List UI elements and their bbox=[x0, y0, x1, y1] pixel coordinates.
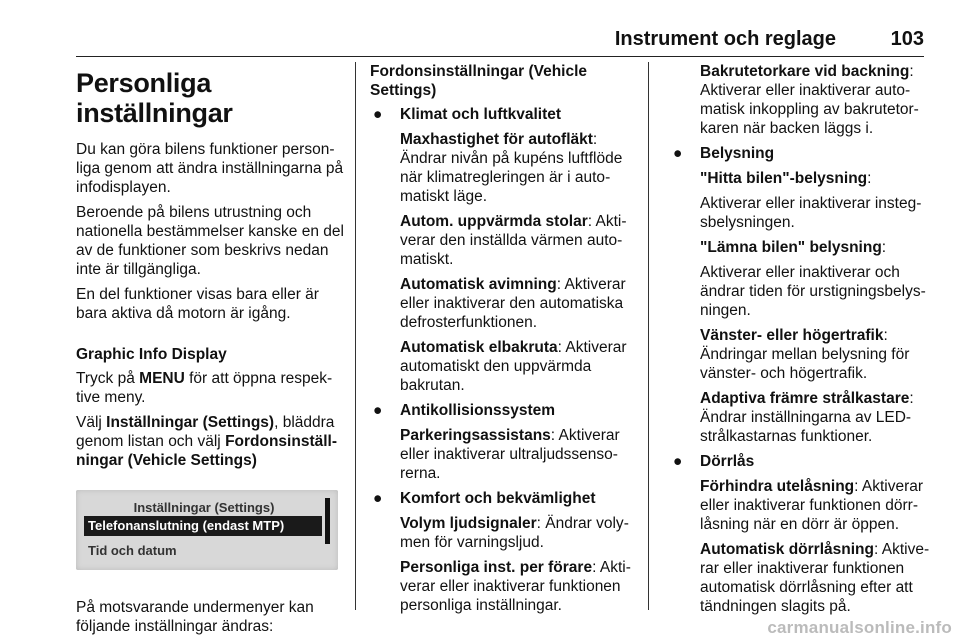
paragraph: Tryck på MENU för att öppna respektive meny. bbox=[76, 370, 333, 406]
bullet-item: ● Klimat och luftkvalitet bbox=[373, 106, 562, 123]
bullet-icon: ● bbox=[373, 402, 383, 419]
setting-item: Parkeringsassistans: Aktiverar eller inaktiverar ultraljudssensorerna. bbox=[400, 427, 620, 482]
bullet-icon: ● bbox=[673, 453, 683, 470]
display-screen bbox=[84, 498, 330, 562]
display-selected-row: Telefonanslutning (endast MTP) bbox=[84, 516, 322, 536]
setting-item: "Lämna bilen" belysning: bbox=[700, 239, 887, 256]
section-heading: Personliga inställningar bbox=[76, 68, 233, 128]
display-scrollbar bbox=[325, 498, 330, 544]
setting-item: Volym ljudsignaler: Ändrar volymen för varningsljud. bbox=[400, 515, 629, 551]
paragraph: En del funktioner visas bara eller är bara aktiva då motorn är igång. bbox=[76, 286, 319, 322]
setting-item: Vänster- eller högertrafik: Ändringar mellan belysning för vänster- och högertrafik. bbox=[700, 327, 910, 382]
bullet-icon: ● bbox=[673, 145, 683, 162]
bullet-item: ● Dörrlås bbox=[673, 453, 755, 470]
bullet-item: ● Komfort och bekvämlighet bbox=[373, 490, 596, 507]
setting-item: "Hitta bilen"-belysning: bbox=[700, 170, 872, 187]
header-title: Instrument och reglage bbox=[614, 28, 836, 50]
setting-item: Aktiverar eller inaktiverar och ändrar tiden för urstigningsbelysningen. bbox=[700, 264, 926, 319]
setting-item: Adaptiva främre strålkastare: Ändrar inställningarna av LED-strålkastarnas funktioner. bbox=[700, 390, 914, 445]
page-number: 103 bbox=[890, 28, 924, 50]
setting-item: Automatisk avimning: Aktiverar eller inaktiverar den automatiska defrosterfunktionen. bbox=[400, 276, 626, 331]
header-rule bbox=[76, 56, 924, 57]
setting-item: Automatisk elbakruta: Aktiverar automatiskt den uppvärmda bakrutan. bbox=[400, 339, 627, 394]
paragraph: Beroende på bilens utrustning och nationella bestämmelser kanske en del av de funktioner som beskrivs nedan inte är tillgängliga. bbox=[76, 204, 344, 278]
column-2 bbox=[370, 62, 634, 621]
column-divider bbox=[648, 62, 649, 610]
setting-item: Aktiverar eller inaktiverar instegsbelysningen. bbox=[700, 195, 922, 231]
paragraph: På motsvarande undermenyer kan följande inställningar ändras: bbox=[76, 599, 314, 635]
setting-item: Automatisk dörrlåsning: Aktiverar eller inaktiverar funktionen automatisk dörrlåsning efter att tändningen slagits på. bbox=[700, 541, 930, 615]
subheading: Graphic Info Display bbox=[76, 346, 227, 363]
setting-item: Autom. uppvärmda stolar: Aktiverar den inställda värmen automatiskt. bbox=[400, 213, 627, 268]
watermark: carmanualsonline.info bbox=[767, 618, 952, 637]
paragraph: Välj Inställningar (Settings), bläddra genom listan och välj Fordonsinställningar (Vehicle Settings) bbox=[76, 414, 338, 469]
setting-item: Personliga inst. per förare: Aktiverar eller inaktiverar funktionen personliga inställningar. bbox=[400, 559, 631, 614]
column-divider bbox=[355, 62, 356, 610]
paragraph: Du kan göra bilens funktioner personliga genom att ändra inställningarna på infodisplayen. bbox=[76, 141, 344, 196]
info-display-image bbox=[76, 490, 338, 570]
bullet-item: ● Antikollisionssystem bbox=[373, 402, 556, 419]
bullet-icon: ● bbox=[373, 490, 383, 507]
setting-item: Förhindra utelåsning: Aktiverar eller inaktiverar funktionen dörrlåsning när en dörr är öppen. bbox=[700, 478, 924, 533]
subheading: Fordonsinställningar (Vehicle Settings) bbox=[370, 63, 588, 99]
bullet-icon: ● bbox=[373, 106, 383, 123]
column-1 bbox=[76, 62, 346, 642]
display-row: Tid och datum bbox=[88, 543, 177, 558]
page-header bbox=[0, 0, 960, 56]
bullet-item: ● Belysning bbox=[673, 145, 775, 162]
column-3 bbox=[670, 62, 932, 622]
menu-key: MENU bbox=[139, 370, 185, 387]
setting-item: Bakrutetorkare vid backning: Aktiverar eller inaktiverar automatisk inkoppling av bakrutetorkaren när backen läggs i. bbox=[700, 63, 919, 137]
display-title: Inställningar (Settings) bbox=[133, 500, 275, 515]
setting-item: Maxhastighet för autofläkt: Ändrar nivån på kupéns luftflöde när klimatregleringen är i automatiskt läge. bbox=[400, 131, 623, 205]
